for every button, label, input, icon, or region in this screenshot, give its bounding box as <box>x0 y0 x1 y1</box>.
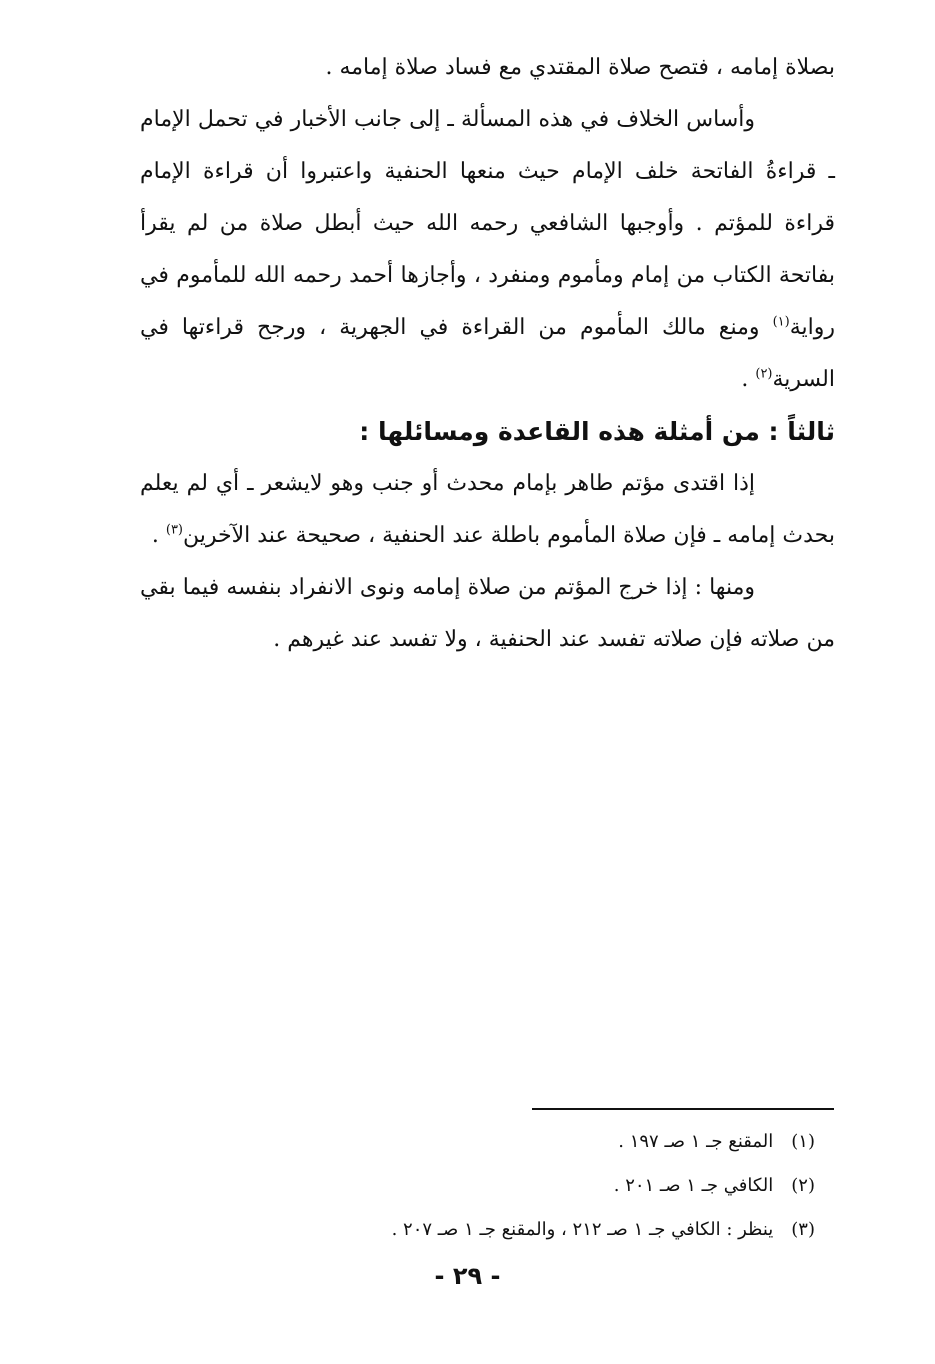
paragraph-2 <box>140 94 835 406</box>
footnotes <box>195 1120 815 1252</box>
paragraph-1-text: بصلاة إمامه ، فتصح صلاة المقتدي مع فساد صلاة إمامه . <box>325 55 835 80</box>
footnote-ref-3: (٣) <box>165 522 183 538</box>
paragraph-4-text: ومنها : إذا خرج المؤتم من صلاة إمامه ونوى الانفراد بنفسه فيما بقي من صلاته فإن صلاته تفسد عند الحنفية ، ولا تفسد عند غيرهم . <box>140 575 835 652</box>
paragraph-2-text-mid: ومنع مالك المأموم من القراءة في الجهرية ، ورجح قراءتها في السرية <box>140 315 835 392</box>
paragraph-3 <box>140 458 835 562</box>
paragraph-4 <box>140 562 835 666</box>
footnote-2-text: الكافي جـ ١ صـ ٢٠١ . <box>613 1175 774 1196</box>
footnote-3-number: (٣) <box>791 1219 815 1240</box>
main-text <box>140 42 835 666</box>
footnote-1-number: (١) <box>791 1131 815 1152</box>
footnote-1-text: المقنع جـ ١ صـ ١٩٧ . <box>618 1131 774 1152</box>
section-heading: ثالثاً : من أمثلة هذه القاعدة ومسائلها : <box>359 417 835 446</box>
footnote-3 <box>195 1208 815 1252</box>
paragraph-1 <box>140 42 835 94</box>
footnote-2 <box>195 1164 815 1208</box>
footnote-3-text: ينظر : الكافي جـ ١ صـ ٢١٢ ، والمقنع جـ ١ صـ ٢٠٧ . <box>391 1219 774 1240</box>
paragraph-3-text-end: . <box>151 523 166 548</box>
footnote-ref-2: (٢) <box>755 366 773 382</box>
footnote-ref-1: (١) <box>772 314 790 330</box>
page-number: - ٢٩ - <box>434 1262 501 1290</box>
footnote-2-number: (٢) <box>791 1175 815 1196</box>
paragraph-2-text-end: . <box>741 367 756 392</box>
footnote-divider <box>532 1108 834 1110</box>
paragraph-2-text: وأساس الخلاف في هذه المسألة ـ إلى جانب الأخبار في تحمل الإمام ـ قراءةُ الفاتحة خلف الإمام حيث منعها الحنفية واعتبروا أن قراءة الإمام قراءة للمؤتم . وأوجبها الشافعي رحمه الله حيث أبطل صلاة من لم يقرأ بفاتحة الكتاب من إمام ومأموم ومنفرد ، وأجازها أحمد رحمه الله للمأموم في رواية <box>140 107 836 340</box>
footnote-1 <box>195 1120 815 1164</box>
paragraph-3-text: إذا اقتدى مؤتم طاهر بإمام محدث أو جنب وهو لايشعر ـ أي لم يعلم بحدث إمامه ـ فإن صلاة المأموم باطلة عند الحنفية ، صحيحة عند الآخرين <box>140 471 835 548</box>
